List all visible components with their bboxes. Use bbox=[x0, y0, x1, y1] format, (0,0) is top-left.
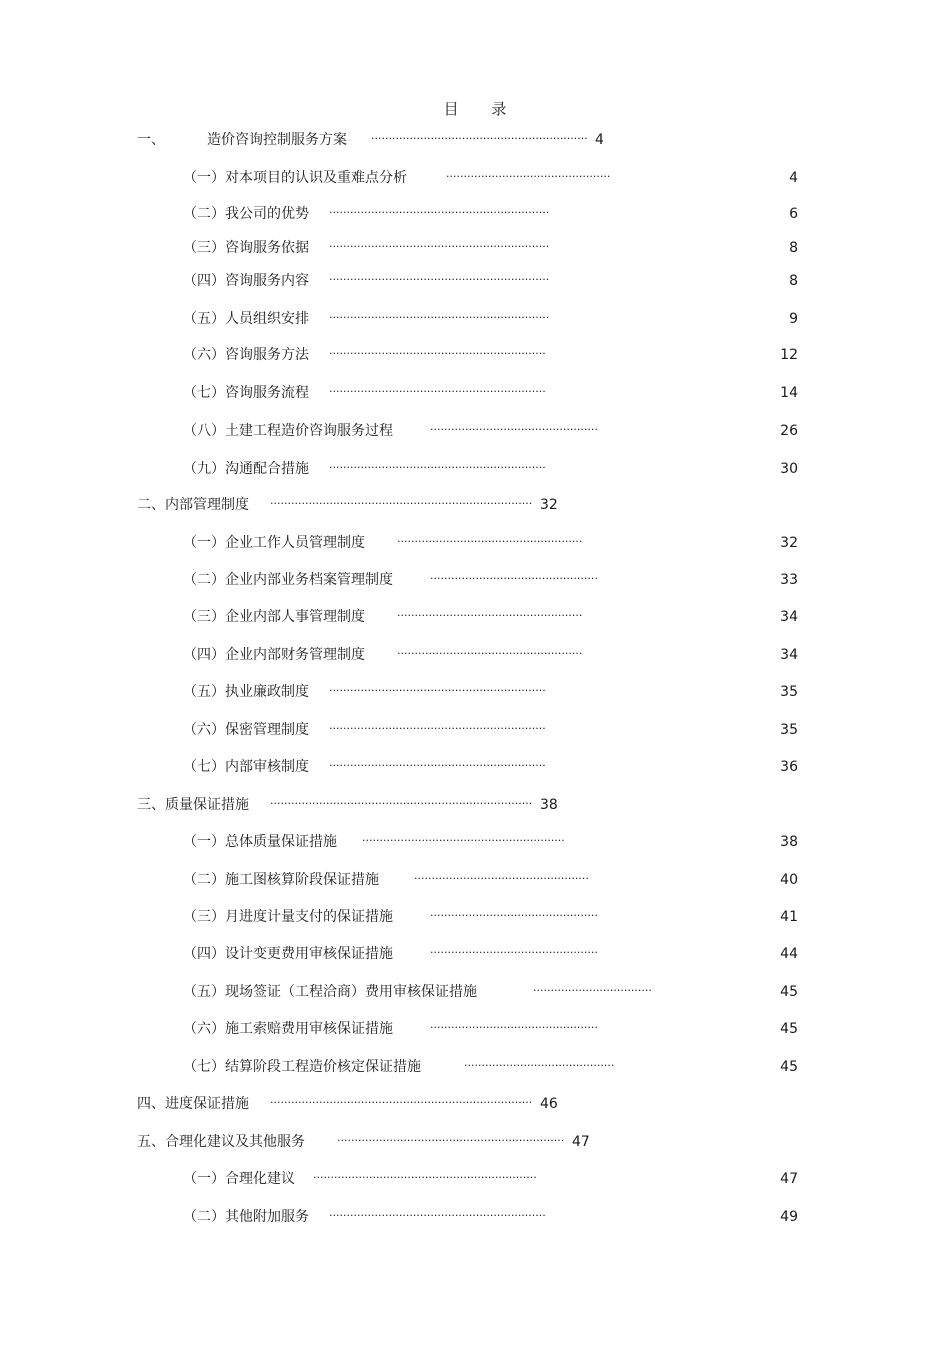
toc-page-number: 47 bbox=[572, 1134, 590, 1150]
toc-entry-number: （一） bbox=[183, 1171, 225, 1187]
toc-entry-label bbox=[183, 1168, 295, 1190]
toc-entry-label bbox=[183, 569, 393, 591]
toc-entry-label bbox=[183, 458, 309, 480]
toc-entry-text: 结算阶段工程造价核定保证措施 bbox=[225, 1059, 421, 1075]
dot-leader: ................................................ bbox=[430, 1018, 598, 1031]
dot-leader: ........................................... bbox=[464, 1056, 615, 1069]
toc-entry-number: （五） bbox=[183, 311, 225, 327]
toc-entry-number: （四） bbox=[183, 647, 225, 663]
toc-entry-number: （六） bbox=[183, 722, 225, 738]
toc-entry-number: （八） bbox=[183, 423, 225, 439]
toc-entry-label bbox=[183, 237, 309, 259]
toc-subsection-entry bbox=[0, 270, 950, 292]
dot-leader: ................................................ bbox=[430, 420, 598, 433]
toc-entry-number: （九） bbox=[183, 461, 225, 477]
toc-entry-number: 五、 bbox=[137, 1134, 165, 1150]
toc-subsection-entry bbox=[0, 1168, 950, 1190]
dot-leader: ............................................................... bbox=[329, 203, 550, 216]
toc-entry-text: 咨询服务内容 bbox=[225, 273, 309, 289]
toc-entry-label bbox=[183, 344, 309, 366]
toc-entry-text: 质量保证措施 bbox=[165, 797, 249, 813]
toc-entry-text: 保密管理制度 bbox=[225, 722, 309, 738]
toc-entry-number: （一） bbox=[183, 535, 225, 551]
toc-section-entry bbox=[0, 1093, 950, 1115]
toc-entry-label bbox=[183, 681, 309, 703]
toc-entry-label bbox=[137, 129, 347, 151]
toc-entry-text: 内部审核制度 bbox=[225, 759, 309, 775]
dot-leader: .............................................................. bbox=[329, 1206, 546, 1219]
toc-entry-number: （二） bbox=[183, 1209, 225, 1225]
toc-entry-text: 我公司的优势 bbox=[225, 206, 309, 222]
dot-leader: .................................................. bbox=[414, 869, 589, 882]
dot-leader: .............................................................. bbox=[329, 382, 546, 395]
toc-entry-number: （五） bbox=[183, 684, 225, 700]
toc-entry-text: 对本项目的认识及重难点分析 bbox=[225, 170, 407, 186]
dot-leader: .............................................................. bbox=[329, 344, 546, 357]
toc-subsection-entry bbox=[0, 458, 950, 480]
dot-leader: .............................................................. bbox=[329, 756, 546, 769]
toc-entry-text: 进度保证措施 bbox=[165, 1096, 249, 1112]
toc-page-number: 35 bbox=[780, 722, 798, 738]
toc-entry-number: （四） bbox=[183, 946, 225, 962]
toc-subsection-entry bbox=[0, 203, 950, 225]
toc-entry-label bbox=[183, 943, 393, 965]
dot-leader: .............................................................. bbox=[329, 458, 546, 471]
dot-leader: ................................................ bbox=[430, 943, 598, 956]
toc-subsection-entry bbox=[0, 1018, 950, 1040]
toc-section-entry bbox=[0, 1131, 950, 1153]
toc-entry-label bbox=[183, 606, 365, 628]
toc-page-number: 45 bbox=[780, 1059, 798, 1075]
toc-page-number: 33 bbox=[780, 572, 798, 588]
dot-leader: ............................................................... bbox=[329, 270, 550, 283]
toc-page-number: 4 bbox=[595, 132, 604, 148]
toc-entry-text: 企业内部人事管理制度 bbox=[225, 609, 365, 625]
toc-entry-number: （六） bbox=[183, 347, 225, 363]
toc-section-entry bbox=[0, 129, 950, 151]
toc-entry-text: 企业内部业务档案管理制度 bbox=[225, 572, 393, 588]
toc-page-number: 38 bbox=[540, 797, 558, 813]
toc-entry-text: 执业廉政制度 bbox=[225, 684, 309, 700]
toc-entry-label bbox=[183, 308, 309, 330]
toc-subsection-entry bbox=[0, 719, 950, 741]
toc-entry-label bbox=[137, 1131, 305, 1153]
toc-subsection-entry bbox=[0, 831, 950, 853]
toc-entry-label bbox=[183, 981, 477, 1003]
toc-entry-number: （四） bbox=[183, 273, 225, 289]
toc-page-number: 45 bbox=[780, 1021, 798, 1037]
toc-subsection-entry bbox=[0, 420, 950, 442]
toc-page-number: 14 bbox=[780, 385, 798, 401]
toc-entry-label bbox=[183, 831, 337, 853]
toc-subsection-entry bbox=[0, 1206, 950, 1228]
dot-leader: ................................................ bbox=[430, 906, 598, 919]
toc-entry-label bbox=[183, 270, 309, 292]
toc-entry-number: （二） bbox=[183, 872, 225, 888]
toc-entry-label bbox=[183, 906, 393, 928]
toc-entry-number: （七） bbox=[183, 1059, 225, 1075]
toc-page-number: 34 bbox=[780, 647, 798, 663]
toc-entry-number: （七） bbox=[183, 385, 225, 401]
toc-entry-text: 总体质量保证措施 bbox=[225, 834, 337, 850]
toc-title: 目 录 bbox=[443, 100, 521, 118]
toc-subsection-entry bbox=[0, 756, 950, 778]
toc-entry-number: 四、 bbox=[137, 1096, 165, 1112]
toc-page-number: 46 bbox=[540, 1096, 558, 1112]
toc-entry-text: 设计变更费用审核保证措施 bbox=[225, 946, 393, 962]
toc-page-number: 9 bbox=[789, 311, 798, 327]
toc-entry-text: 造价咨询控制服务方案 bbox=[207, 132, 347, 148]
toc-entry-number: （三） bbox=[183, 909, 225, 925]
toc-entry-number: （三） bbox=[183, 240, 225, 256]
toc-subsection-entry bbox=[0, 869, 950, 891]
toc-subsection-entry bbox=[0, 237, 950, 259]
toc-entry-text: 月进度计量支付的保证措施 bbox=[225, 909, 393, 925]
dot-leader: ........................................................................... bbox=[270, 1093, 533, 1106]
toc-entry-text: 人员组织安排 bbox=[225, 311, 309, 327]
toc-entry-label bbox=[183, 719, 309, 741]
toc-entry-text: 施工索赔费用审核保证措施 bbox=[225, 1021, 393, 1037]
toc-page-number: 6 bbox=[789, 206, 798, 222]
toc-page-number: 32 bbox=[540, 497, 558, 513]
dot-leader: ................................................................. bbox=[337, 1131, 565, 1144]
toc-section-entry bbox=[0, 494, 950, 516]
toc-entry-text: 咨询服务流程 bbox=[225, 385, 309, 401]
dot-leader: .............................................................. bbox=[329, 681, 546, 694]
toc-entry-label bbox=[137, 794, 249, 816]
dot-leader: ............................................................... bbox=[329, 308, 550, 321]
toc-entry-label bbox=[183, 203, 309, 225]
toc-subsection-entry bbox=[0, 308, 950, 330]
dot-leader: ..................................................... bbox=[397, 644, 583, 657]
dot-leader: ........................................................................... bbox=[270, 494, 533, 507]
toc-entry-number: （二） bbox=[183, 206, 225, 222]
toc-entry-text: 企业内部财务管理制度 bbox=[225, 647, 365, 663]
toc-entry-label bbox=[183, 1206, 309, 1228]
dot-leader: .................................. bbox=[533, 981, 652, 994]
toc-entry-label bbox=[183, 644, 365, 666]
toc-entry-text: 咨询服务依据 bbox=[225, 240, 309, 256]
toc-page-number: 8 bbox=[789, 240, 798, 256]
toc-subsection-entry bbox=[0, 382, 950, 404]
toc-page-number: 44 bbox=[780, 946, 798, 962]
toc-page-number: 45 bbox=[780, 984, 798, 1000]
dot-leader: .............................................................. bbox=[371, 129, 588, 142]
toc-subsection-entry bbox=[0, 344, 950, 366]
dot-leader: ........................................................................... bbox=[270, 794, 533, 807]
toc-page-number: 30 bbox=[780, 461, 798, 477]
toc-entry-text: 沟通配合措施 bbox=[225, 461, 309, 477]
toc-subsection-entry bbox=[0, 532, 950, 554]
dot-leader: .......................................................... bbox=[362, 831, 565, 844]
toc-page-number: 32 bbox=[780, 535, 798, 551]
toc-entry-text: 内部管理制度 bbox=[165, 497, 249, 513]
toc-entry-text: 咨询服务方法 bbox=[225, 347, 309, 363]
toc-page-number: 8 bbox=[789, 273, 798, 289]
toc-subsection-entry bbox=[0, 981, 950, 1003]
toc-entry-number: 三、 bbox=[137, 797, 165, 813]
toc-entry-number: （五） bbox=[183, 984, 225, 1000]
toc-entry-number: （七） bbox=[183, 759, 225, 775]
dot-leader: ............................................................... bbox=[329, 237, 550, 250]
toc-entry-text: 施工图核算阶段保证措施 bbox=[225, 872, 379, 888]
toc-page-number: 26 bbox=[780, 423, 798, 439]
toc-entry-number: （三） bbox=[183, 609, 225, 625]
toc-page-number: 36 bbox=[780, 759, 798, 775]
toc-entry-label bbox=[137, 494, 249, 516]
toc-entry-number: （二） bbox=[183, 572, 225, 588]
toc-entry-label bbox=[183, 869, 379, 891]
toc-page-number: 35 bbox=[780, 684, 798, 700]
toc-page-number: 40 bbox=[780, 872, 798, 888]
dot-leader: ............................................... bbox=[446, 167, 611, 180]
toc-subsection-entry bbox=[0, 681, 950, 703]
toc-entry-number: 一、 bbox=[137, 132, 165, 148]
toc-entry-text: 合理化建议及其他服务 bbox=[165, 1134, 305, 1150]
toc-entry-number: （六） bbox=[183, 1021, 225, 1037]
toc-entry-text: 土建工程造价咨询服务过程 bbox=[225, 423, 393, 439]
toc-subsection-entry bbox=[0, 569, 950, 591]
toc-entry-label bbox=[183, 1018, 393, 1040]
toc-page-number: 41 bbox=[780, 909, 798, 925]
dot-leader: ..................................................... bbox=[397, 606, 583, 619]
toc-subsection-entry bbox=[0, 943, 950, 965]
toc-page-number: 12 bbox=[780, 347, 798, 363]
toc-page-number: 49 bbox=[780, 1209, 798, 1225]
dot-leader: ..................................................... bbox=[397, 532, 583, 545]
toc-entry-text: 现场签证（工程洽商）费用审核保证措施 bbox=[225, 984, 477, 1000]
toc-entry-label bbox=[183, 1056, 421, 1078]
toc-section-entry bbox=[0, 794, 950, 816]
toc-entry-label bbox=[183, 382, 309, 404]
toc-entry-label bbox=[137, 1093, 249, 1115]
toc-entry-number: （一） bbox=[183, 834, 225, 850]
toc-entry-number: （一） bbox=[183, 170, 225, 186]
toc-subsection-entry bbox=[0, 644, 950, 666]
toc-subsection-entry bbox=[0, 167, 950, 189]
toc-entry-label bbox=[183, 532, 365, 554]
toc-entry-label bbox=[183, 167, 407, 189]
dot-leader: .............................................................. bbox=[329, 719, 546, 732]
toc-page-number: 34 bbox=[780, 609, 798, 625]
dot-leader: ................................................ bbox=[430, 569, 598, 582]
toc-entry-text: 企业工作人员管理制度 bbox=[225, 535, 365, 551]
toc-subsection-entry bbox=[0, 906, 950, 928]
toc-page-number: 4 bbox=[789, 170, 798, 186]
toc-page-number: 38 bbox=[780, 834, 798, 850]
dot-leader: ................................................................ bbox=[313, 1168, 537, 1181]
toc-subsection-entry bbox=[0, 606, 950, 628]
toc-entry-number: 二、 bbox=[137, 497, 165, 513]
toc-page-number: 47 bbox=[780, 1171, 798, 1187]
toc-subsection-entry bbox=[0, 1056, 950, 1078]
toc-entry-text: 其他附加服务 bbox=[225, 1209, 309, 1225]
toc-entry-label bbox=[183, 756, 309, 778]
toc-entry-label bbox=[183, 420, 393, 442]
toc-entry-text: 合理化建议 bbox=[225, 1171, 295, 1187]
